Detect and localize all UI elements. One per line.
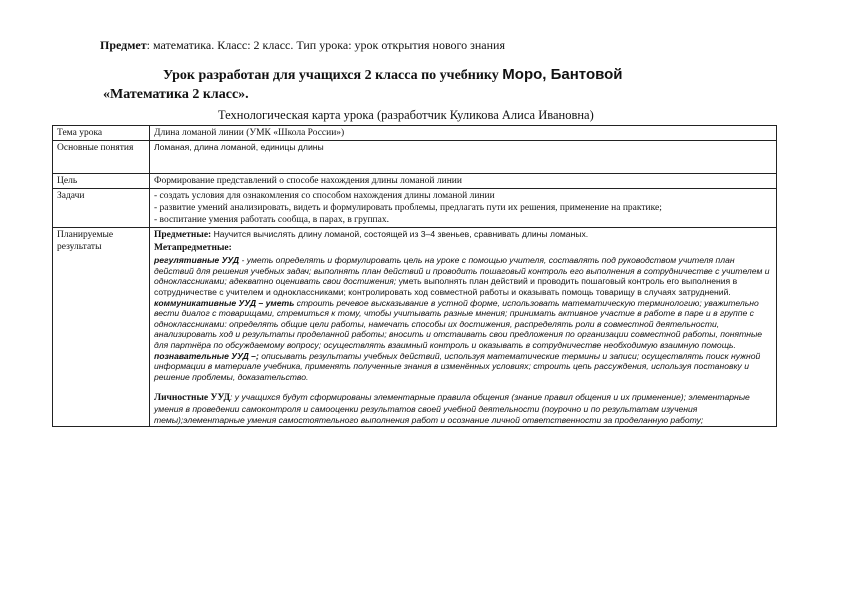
regulatory-plain: уметь выполнять план действий и проводить пошаговый контроль его выполнения в сотрудничестве с учителем и одноклассниками; контролировать ход совместной работы и оказывать помощь товарищу в случаях затруднений. xyxy=(154,276,738,297)
communicative-italic: уважительно вести диалог с товарищами, стремиться к тому, чтобы учитывать разные мнения; принимать активное участие в работе в паре и в группе с одноклассниками: определять общие цели работы, намечать способы их достижения, распределять роли в совместной деятельности, анализировать ход и результаты проделанной работы; вносить и отстаивать свои предложения по организации совместной работы, понятные для партнёра по обсуждаемому вопросу; осуществлять взаимный контроль и оказывать в сотрудничестве необходимую взаимную помощь. xyxy=(154,297,763,350)
subject-value: : математика. Класс: 2 класс. Тип урока: урок открытия нового знания xyxy=(146,38,505,52)
lesson-map-table xyxy=(52,125,777,427)
task-item: - развитие умений анализировать, видеть и формулировать проблемы, предлагать пути их решения, применение на практике; xyxy=(154,203,662,213)
goal-label: Цель xyxy=(53,174,150,189)
regulatory-italic: - уметь определять и формулировать цель на уроке с помощью учителя, составлять под руководством учителя план действий для решения учебных задач; выполнять план действий и проводить пошаговый контроль его выполнения в сотрудничестве с учителем и одноклассниками; адекватно оценивать свои достижения; xyxy=(154,255,770,287)
results-label: Планируемые результаты xyxy=(53,228,150,427)
personal-text: : у учащихся будут сформированы элементарные правила общения (знание правил общения и их применение); элементарные умения в проведении самоконтроля и самооценки результатов своей учебной деятельности (поурочно и по результатам изучения темы);элементарные умения самостоятельного выполнения работ и осознание личной ответственности за проделанную работу; xyxy=(154,392,750,425)
topic-label: Тема урока xyxy=(53,126,150,141)
table-row xyxy=(53,174,777,189)
goal-value: Формирование представлений о способе нахождения длины ломаной линии xyxy=(150,174,777,189)
table-row xyxy=(53,228,777,427)
regulatory-label: регулятивные УУД xyxy=(154,255,240,266)
subject-line xyxy=(100,38,505,53)
topic-value: Длина ломаной линии (УМК «Школа России») xyxy=(150,126,777,141)
table-row xyxy=(53,189,777,228)
cognitive-plain: описывать результаты учебных действий, используя математические термины и записи; осуществлять поиск нужной информации в материале учебника, применять полученные знания в изменённых условиях; xyxy=(154,350,761,372)
map-title: Технологическая карта урока (разработчик Куликова Алиса Ивановна) xyxy=(218,108,594,122)
task-item: - создать условия для ознакомления со способом нахождения длины ломаной линии xyxy=(154,191,495,201)
table-row xyxy=(53,126,777,141)
communicative-plain: строить речевое высказывание в устной форме, использовать математическую терминологию; xyxy=(294,297,702,308)
communicative-dash: – уметь xyxy=(256,297,295,308)
tasks-label: Задачи xyxy=(53,189,150,228)
task-item: - воспитание умения работать сообща, в парах, в группах. xyxy=(154,215,389,225)
cognitive-label: познавательные УУД xyxy=(154,350,249,361)
concepts-label: Основные понятия xyxy=(53,141,150,174)
results-value xyxy=(150,228,777,427)
developed-authors: Моро, Бантовой xyxy=(502,66,623,83)
communicative-label: коммуникативные УУД xyxy=(154,297,257,308)
concepts-value: Ломаная, длина ломаной, единицы длины xyxy=(150,141,777,174)
tasks-value xyxy=(150,189,777,228)
cognitive-dash: –; xyxy=(248,350,259,361)
subject-label: Предмет xyxy=(100,38,147,52)
textbook-title: «Математика 2 класс». xyxy=(103,87,249,102)
subject-results-label: Предметные: xyxy=(154,230,212,240)
cognitive-italic: строить цепь рассуждения, используя постановку и решение проблемы, доказательство. xyxy=(154,361,749,382)
personal-label: Личностные УУД xyxy=(154,393,231,404)
developed-line xyxy=(163,66,623,84)
table-row xyxy=(53,141,777,174)
developed-prefix: Урок разработан для учащихся 2 класса по учебнику xyxy=(163,68,503,83)
subject-results-text: Научится вычислять длину ломаной, состоящей из 3–4 звеньев, сравнивать длины ломаных. xyxy=(211,229,589,239)
meta-label: Метапредметные: xyxy=(154,242,232,253)
